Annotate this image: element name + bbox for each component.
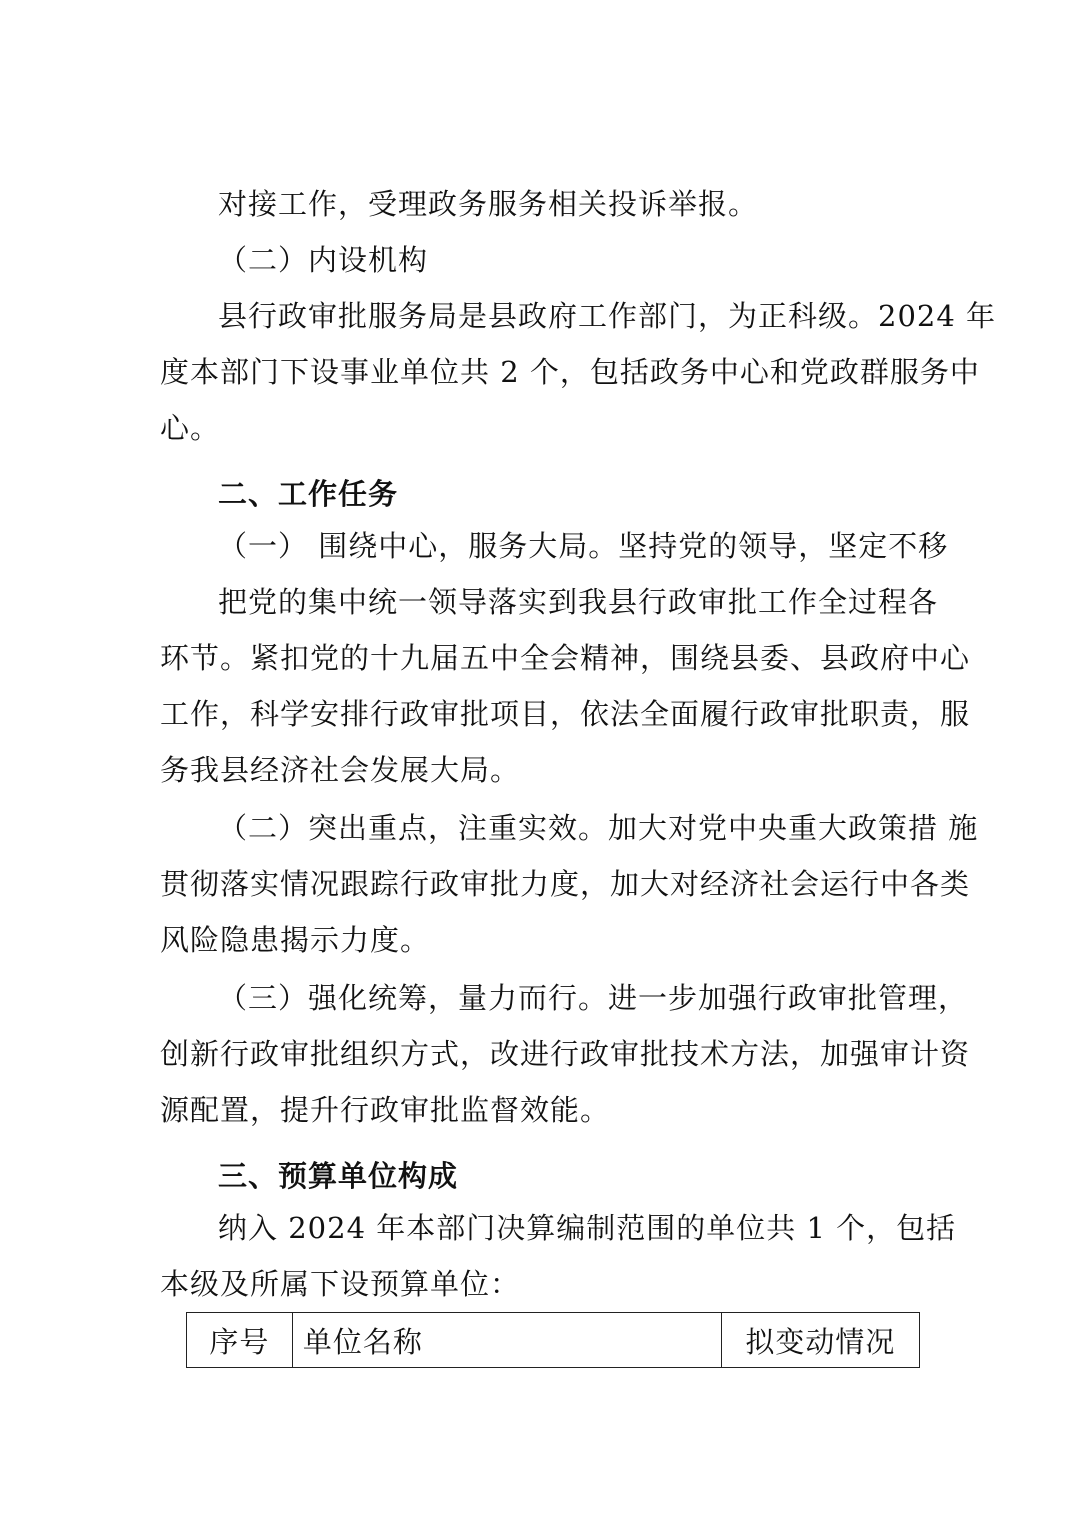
paragraph-line: 县行政审批服务局是县政府工作部门，为正科级。2024 年 — [218, 299, 997, 333]
column-header-unit-name: 单位名称 — [292, 1313, 721, 1368]
paragraph-line: （一） 围绕中心，服务大局。坚持党的领导，坚定不移 — [218, 529, 949, 563]
column-header-change: 拟变动情况 — [721, 1313, 919, 1368]
paragraph-line: 贯彻落实情况跟踪行政审批力度，加大对经济社会运行中各类 — [160, 867, 971, 901]
section-heading-work-tasks: 二、工作任务 — [218, 477, 399, 511]
paragraph-line: 源配置，提升行政审批监督效能。 — [160, 1093, 611, 1127]
paragraph-line: 环节。紧扣党的十九届五中全会精神，围绕县委、县政府中心 — [160, 641, 971, 675]
paragraph-line: 本级及所属下设预算单位： — [160, 1267, 521, 1301]
paragraph-line: 风险隐患揭示力度。 — [160, 923, 431, 957]
paragraph-line: 务我县经济社会发展大局。 — [160, 753, 521, 787]
paragraph-line: （三）强化统筹，量力而行。进一步加强行政审批管理， — [218, 981, 969, 1015]
paragraph-line: 把党的集中统一领导落实到我县行政审批工作全过程各 — [218, 585, 939, 619]
table-header-row — [187, 1313, 920, 1368]
subheading-internal-structure: （二）内设机构 — [218, 243, 429, 277]
paragraph-line: 创新行政审批组织方式，改进行政审批技术方法，加强审计资 — [160, 1037, 971, 1071]
budget-units-table — [186, 1312, 920, 1368]
paragraph-line: 度本部门下设事业单位共 2 个，包括政务中心和党政群服务中 — [160, 355, 980, 389]
paragraph-line: 工作，科学安排行政审批项目，依法全面履行政审批职责，服 — [160, 697, 971, 731]
paragraph-line: （二）突出重点，注重实效。加大对党中央重大政策措 施 — [218, 811, 979, 845]
paragraph-line: 心。 — [160, 411, 221, 445]
section-heading-budget-units: 三、预算单位构成 — [218, 1159, 459, 1193]
column-header-seq: 序号 — [187, 1313, 293, 1368]
paragraph-line: 对接工作，受理政务服务相关投诉举报。 — [218, 187, 759, 221]
paragraph-line: 纳入 2024 年本部门决算编制范围的单位共 1 个，包括 — [218, 1211, 957, 1245]
